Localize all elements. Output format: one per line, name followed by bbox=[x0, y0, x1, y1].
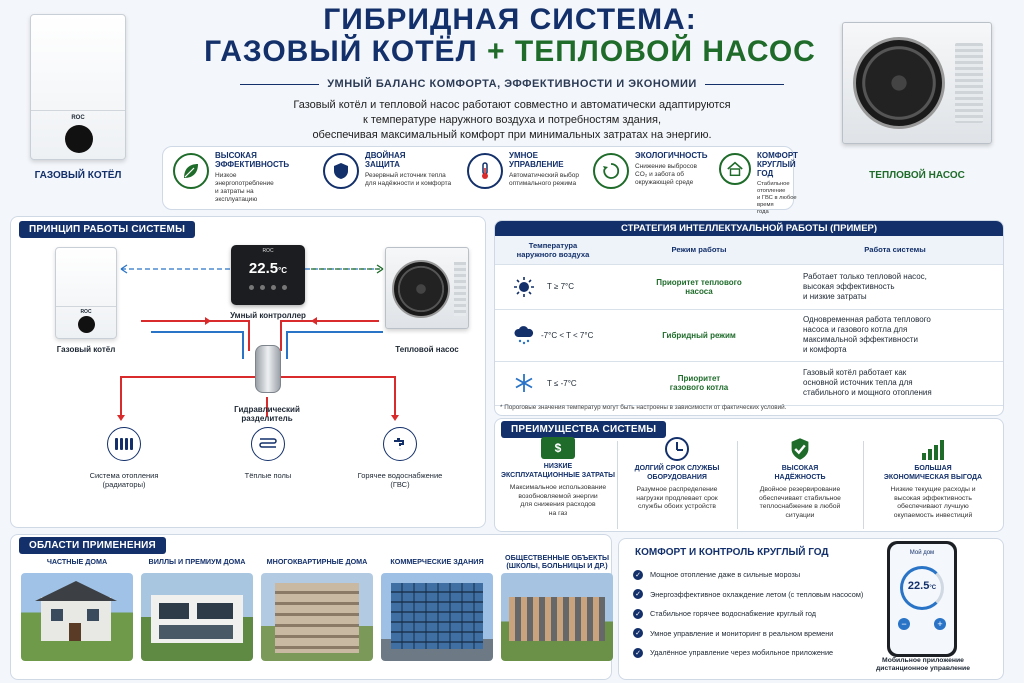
area-commercial bbox=[381, 551, 493, 661]
advantage-text: обеспечивает стабильное bbox=[759, 494, 841, 502]
work-text: стабильного и мощного отопления bbox=[803, 388, 932, 397]
thermometer-icon bbox=[467, 153, 503, 189]
clock-icon bbox=[665, 437, 689, 461]
list-item bbox=[633, 643, 883, 663]
advantage-title: ЭКОНОМИЧЕСКАЯ ВЫГОДА bbox=[883, 473, 983, 481]
feature-smart-control bbox=[467, 147, 587, 207]
feature-text: оптимального режима bbox=[509, 180, 577, 187]
feature-text: окружающей среде bbox=[635, 179, 694, 186]
work-text: высокая эффективность bbox=[803, 281, 895, 291]
desc-line: Газовый котёл и тепловой насос работают совместно и автоматически адаптируются bbox=[293, 99, 731, 111]
table-row bbox=[495, 361, 1003, 405]
title-line-1: ГИБРИДНАЯ СИСТЕМА: bbox=[323, 3, 697, 36]
heat-pump-label: Тепловой насос bbox=[395, 345, 459, 354]
principle-tag: ПРИНЦИП РАБОТЫ СИСТЕМЫ bbox=[19, 221, 195, 238]
area-title: ВИЛЛЫ И ПРЕМИУМ ДОМА bbox=[148, 557, 246, 566]
strategy-panel bbox=[494, 220, 1004, 416]
comfort-item: Мощное отопление даже в сильные морозы bbox=[650, 570, 801, 580]
work-text: и комфорта bbox=[803, 345, 847, 354]
comfort-item: Умное управление и мониторинг в реальном времени bbox=[650, 628, 834, 638]
feature-title: УПРАВЛЕНИЕ bbox=[509, 160, 564, 169]
comfort-item: Энергоэффективное охлаждение летом (с тепловым насосом) bbox=[650, 589, 864, 599]
radiator-icon bbox=[107, 427, 141, 461]
work-text: основной источник тепла для bbox=[803, 378, 913, 387]
phone-header: Мой дом bbox=[909, 550, 935, 556]
column-header: Режим работы bbox=[611, 236, 787, 264]
advantage-text: высокая эффективность bbox=[894, 494, 972, 502]
phone-plus-button[interactable]: + bbox=[934, 618, 946, 630]
work-text: максимальной эффективности bbox=[803, 335, 919, 344]
consumer-label: Горячее водоснабжение bbox=[357, 471, 443, 480]
advantage-text: окупаемость инвестиций bbox=[893, 511, 973, 519]
table-row bbox=[495, 264, 1003, 309]
separator-label bbox=[207, 405, 327, 423]
controller-label: Умный контроллер bbox=[230, 311, 306, 320]
villa-image bbox=[141, 573, 253, 661]
feature-text: Резервный источник тепла bbox=[365, 172, 446, 179]
comfort-list bbox=[633, 565, 883, 663]
consumer-heating bbox=[79, 427, 169, 489]
house-icon bbox=[719, 153, 751, 185]
strategy-tag: СТРАТЕГИЯ ИНТЕЛЛЕКТУАЛЬНОЙ РАБОТЫ (ПРИМЕР) bbox=[495, 221, 1003, 236]
boiler-diagram-image bbox=[55, 247, 117, 339]
phone-caption-line: Мобильное приложение bbox=[882, 657, 964, 664]
phone-temp: 22.5 bbox=[907, 580, 930, 592]
check-icon: ✓ bbox=[633, 570, 643, 580]
comfort-title: КОМФОРТ И КОНТРОЛЬ КРУГЛЫЙ ГОД bbox=[635, 547, 829, 558]
feature-text: и ГВС в любое время bbox=[757, 195, 797, 208]
advantages-tag: ПРЕИМУЩЕСТВА СИСТЕМЫ bbox=[501, 421, 666, 438]
features-strip bbox=[162, 146, 798, 215]
list-item bbox=[633, 565, 883, 585]
mode-label: насоса bbox=[685, 286, 713, 296]
work-text: и низкие затраты bbox=[803, 291, 867, 301]
title-plus: + bbox=[487, 35, 506, 68]
work-text: Одновременная работа теплового bbox=[803, 315, 931, 324]
brand-label: ROC bbox=[80, 309, 92, 315]
advantage-text: нагрузки продлевает срок bbox=[636, 494, 718, 502]
feature-text: и затраты на эксплуатацию bbox=[215, 188, 258, 203]
areas-tag: ОБЛАСТИ ПРИМЕНЕНИЯ bbox=[19, 537, 166, 554]
subtitle-text: УМНЫЙ БАЛАНС КОМФОРТА, ЭФФЕКТИВНОСТИ И ЭКОНОМИИ bbox=[327, 78, 697, 90]
chart-icon bbox=[920, 437, 946, 461]
consumer-label: (ГВС) bbox=[390, 480, 410, 489]
public-building-image bbox=[501, 573, 613, 661]
heat-pump-caption: ТЕПЛОВОЙ НАСОС bbox=[869, 170, 965, 181]
feature-text: Автоматический выбор bbox=[509, 172, 579, 179]
feature-title: УМНОЕ bbox=[509, 151, 538, 160]
advantage-long-life bbox=[619, 437, 735, 512]
feature-title: ВЫСОКАЯ bbox=[215, 151, 257, 160]
feature-ecology bbox=[593, 147, 713, 207]
temp-range: T ≥ 7°C bbox=[547, 282, 575, 291]
cloud-snow-icon bbox=[513, 325, 535, 345]
snowflake-icon bbox=[513, 372, 535, 394]
work-text: насоса и газового котла для bbox=[803, 325, 908, 334]
comfort-panel bbox=[618, 538, 1004, 680]
advantage-text: ситуации bbox=[785, 511, 815, 519]
area-private-houses bbox=[21, 551, 133, 661]
mode-label: газового котла bbox=[669, 383, 729, 392]
list-item bbox=[633, 604, 883, 624]
phone-minus-button[interactable]: − bbox=[898, 618, 910, 630]
phone-caption bbox=[867, 657, 979, 673]
advantage-text: Разумное распределение bbox=[636, 486, 718, 493]
check-icon: ✓ bbox=[633, 648, 643, 658]
column-header: Работа системы bbox=[787, 236, 1003, 264]
desc-line: обеспечивая максимальный комфорт при минимальных затратах на энергию. bbox=[312, 129, 712, 141]
area-title: МНОГОКВАРТИРНЫЕ ДОМА bbox=[266, 557, 368, 566]
area-apartments bbox=[261, 551, 373, 661]
strategy-footnote: * Пороговые значения температур могут быть настроены в зависимости от фактических условий. bbox=[500, 404, 787, 411]
advantage-text: возобновляемой энергии bbox=[518, 492, 598, 500]
advantages-panel bbox=[494, 418, 1004, 532]
mode-label: Приоритет теплового bbox=[656, 277, 742, 287]
area-public bbox=[501, 551, 613, 661]
apartment-image bbox=[261, 573, 373, 661]
feature-title: ЭФФЕКТИВНОСТЬ bbox=[215, 160, 290, 169]
check-icon: ✓ bbox=[633, 609, 643, 619]
smart-controller bbox=[231, 245, 305, 305]
advantage-title: ДОЛГИЙ СРОК СЛУЖБЫ bbox=[634, 465, 720, 472]
list-item bbox=[633, 624, 883, 644]
gas-boiler-caption: ГАЗОВЫЙ КОТЁЛ bbox=[34, 170, 122, 181]
advantage-text: для снижения расходов bbox=[520, 501, 596, 508]
advantage-reliability bbox=[739, 437, 861, 520]
title-heat-pump: ТЕПЛОВОЙ НАСОС bbox=[514, 35, 816, 68]
mode-label: Приоритет bbox=[677, 374, 721, 383]
advantage-title: НИЗКИЕ bbox=[543, 463, 573, 470]
desc-line: к температуре наружного воздуха и потребностям здания, bbox=[362, 114, 661, 126]
phone-caption-line: дистанционное управление bbox=[875, 665, 970, 672]
phone-unit: °C bbox=[929, 585, 937, 591]
advantage-economic bbox=[865, 437, 1001, 520]
gas-boiler-image bbox=[30, 14, 126, 160]
feature-text: Стабильное отопление bbox=[757, 181, 790, 194]
check-icon: ✓ bbox=[633, 628, 643, 638]
area-villas bbox=[141, 551, 253, 661]
feature-title: КОМФОРТ bbox=[757, 151, 798, 160]
area-title: КОММЕРЧЕСКИЕ ЗДАНИЯ bbox=[390, 557, 484, 566]
mode-label: Гибридный режим bbox=[662, 330, 736, 340]
work-text: Газовый котёл работает как bbox=[803, 368, 907, 377]
shield-icon bbox=[323, 153, 359, 189]
phone-mockup bbox=[887, 541, 957, 657]
eco-icon bbox=[593, 153, 629, 189]
area-title: (ШКОЛЫ, БОЛЬНИЦЫ И ДР.) bbox=[506, 561, 608, 570]
advantage-title: ВЫСОКАЯ bbox=[781, 465, 819, 472]
feature-text: Снижение выбросов bbox=[635, 163, 697, 170]
table-row bbox=[495, 309, 1003, 361]
consumer-label: (радиаторы) bbox=[102, 480, 146, 489]
work-text: Работает только тепловой насос, bbox=[803, 271, 927, 281]
column-header: Температура bbox=[528, 240, 578, 250]
feature-text: Низкое энергопотребление bbox=[215, 172, 274, 187]
comfort-item: Стабильное горячее водоснабжение круглый год bbox=[650, 609, 817, 619]
controller-temp: 22.5 bbox=[248, 260, 279, 277]
advantage-low-cost bbox=[499, 437, 617, 518]
strategy-table bbox=[495, 236, 1003, 406]
consumer-label: Система отопления bbox=[89, 471, 159, 480]
private-house-image bbox=[21, 573, 133, 661]
feature-title: ДВОЙНАЯ bbox=[365, 151, 406, 160]
table-header-row bbox=[495, 236, 1003, 264]
separator-label-line: разделитель bbox=[241, 414, 293, 423]
consumer-hot-water bbox=[345, 427, 455, 489]
feature-text: года bbox=[757, 209, 769, 215]
leaf-icon bbox=[173, 153, 209, 189]
consumer-floor bbox=[223, 427, 313, 480]
hydraulic-separator bbox=[255, 345, 281, 393]
feature-year-round bbox=[719, 147, 798, 215]
advantage-text: Двойное резервирование bbox=[759, 486, 841, 493]
sun-icon bbox=[513, 276, 535, 298]
advantage-text: теплоснабжение в любой bbox=[759, 503, 841, 510]
area-title: ЧАСТНЫЕ ДОМА bbox=[46, 557, 108, 566]
brand-label: ROC bbox=[262, 248, 274, 254]
money-icon: $ bbox=[541, 437, 575, 459]
check-icon: ✓ bbox=[633, 589, 643, 599]
controller-unit: °C bbox=[278, 266, 288, 275]
feature-text: CO₂ и забота об bbox=[635, 171, 684, 178]
check-shield-icon bbox=[788, 437, 812, 461]
advantage-text: на газ bbox=[548, 509, 568, 517]
brand-label: ROC bbox=[71, 115, 85, 121]
principle-panel bbox=[10, 216, 486, 528]
commercial-image bbox=[381, 573, 493, 661]
boiler-label: Газовый котёл bbox=[56, 345, 116, 354]
area-title: ОБЩЕСТВЕННЫЕ ОБЪЕКТЫ bbox=[505, 553, 609, 562]
advantage-text: обеспечивают лучшую bbox=[897, 503, 969, 510]
advantage-title: БОЛЬШАЯ bbox=[914, 465, 952, 472]
advantage-text: Максимальное использование bbox=[509, 484, 607, 491]
subtitle bbox=[240, 78, 784, 90]
advantage-title: ЭКСПЛУАТАЦИОННЫЕ ЗАТРАТЫ bbox=[500, 471, 615, 479]
advantage-title: ОБОРУДОВАНИЯ bbox=[647, 473, 707, 481]
feature-title: КРУГЛЫЙ ГОД bbox=[757, 160, 796, 178]
feature-protection bbox=[323, 147, 453, 207]
advantage-text: службы обоих устройств bbox=[638, 503, 716, 510]
list-item bbox=[633, 585, 883, 605]
feature-text: для надёжности и комфорта bbox=[365, 180, 452, 187]
advantage-text: Низкие текущие расходы и bbox=[890, 486, 976, 493]
temp-range: T ≤ -7°C bbox=[547, 378, 577, 388]
page-title bbox=[150, 4, 870, 68]
feature-title: ЭКОЛОГИЧНОСТЬ bbox=[635, 151, 708, 160]
advantage-title: НАДЁЖНОСТЬ bbox=[774, 473, 826, 481]
temp-range: -7°C < T < 7°C bbox=[541, 330, 594, 340]
consumer-label: Тёплые полы bbox=[244, 471, 292, 480]
header-description bbox=[190, 98, 834, 143]
title-boiler: ГАЗОВЫЙ КОТЁЛ bbox=[204, 35, 478, 68]
floor-heating-icon bbox=[251, 427, 285, 461]
areas-panel bbox=[10, 534, 612, 680]
comfort-item: Удалённое управление через мобильное приложение bbox=[650, 648, 834, 658]
feature-efficiency bbox=[173, 147, 291, 207]
feature-title: ЗАЩИТА bbox=[365, 160, 400, 169]
tap-icon bbox=[383, 427, 417, 461]
separator-label-line: Гидравлический bbox=[234, 405, 300, 414]
heat-pump-diagram-image bbox=[385, 247, 469, 329]
column-header: наружного воздуха bbox=[516, 249, 590, 259]
